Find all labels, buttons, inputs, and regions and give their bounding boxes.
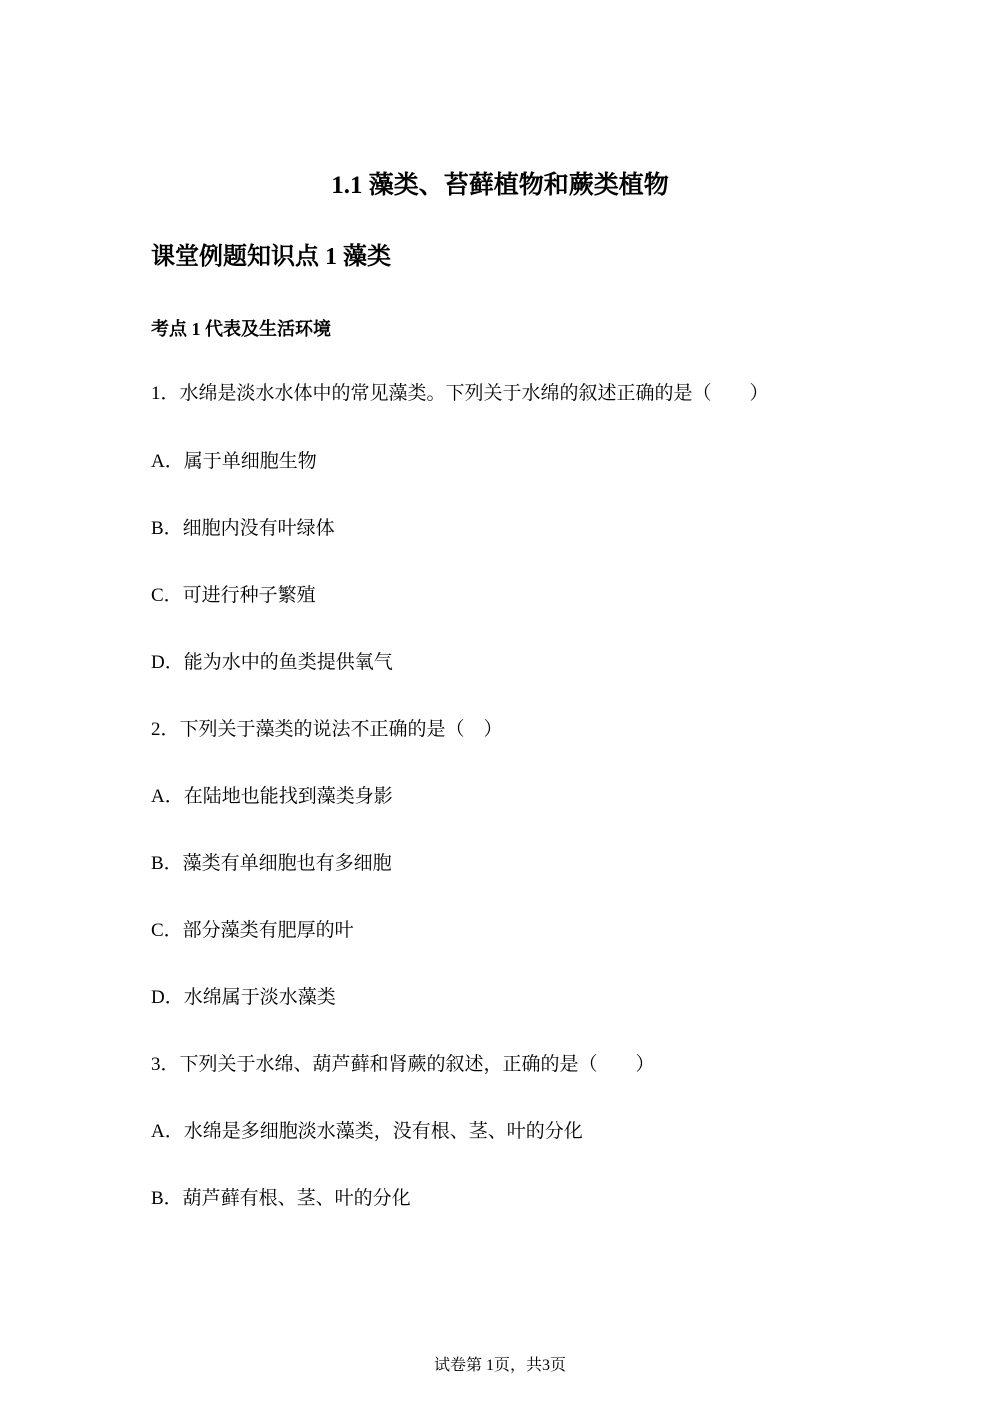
question-1-stem: 1．水绵是淡水水体中的常见藻类。下列关于水绵的叙述正确的是（ ）	[151, 383, 769, 404]
subsection-heading: 考点 1 代表及生活环境	[151, 319, 331, 339]
question-2-option-c: C．部分藻类有肥厚的叶	[151, 920, 354, 941]
question-1-option-c: C．可进行种子繁殖	[151, 585, 316, 606]
question-3-option-b: B．葫芦藓有根、茎、叶的分化	[151, 1188, 411, 1209]
question-2-stem: 2．下列关于藻类的说法不正确的是（ ）	[151, 719, 503, 740]
question-1-option-b: B．细胞内没有叶绿体	[151, 518, 335, 539]
question-3-option-a: A．水绵是多细胞淡水藻类，没有根、茎、叶的分化	[151, 1121, 583, 1142]
page-footer: 试卷第 1页，共3页	[433, 1357, 566, 1374]
question-3-stem: 3．下列关于水绵、葫芦藓和肾蕨的叙述，正确的是（ ）	[151, 1054, 655, 1075]
question-2-option-b: B．藻类有单细胞也有多细胞	[151, 853, 392, 874]
question-1-option-d: D．能为水中的鱼类提供氧气	[151, 652, 393, 673]
question-1-option-a: A．属于单细胞生物	[151, 451, 317, 472]
section-heading: 课堂例题知识点 1 藻类	[151, 244, 391, 270]
document-title: 1.1 藻类、苔藓植物和蕨类植物	[331, 172, 669, 199]
question-2-option-a: A．在陆地也能找到藻类身影	[151, 786, 393, 807]
question-2-option-d: D．水绵属于淡水藻类	[151, 987, 336, 1008]
